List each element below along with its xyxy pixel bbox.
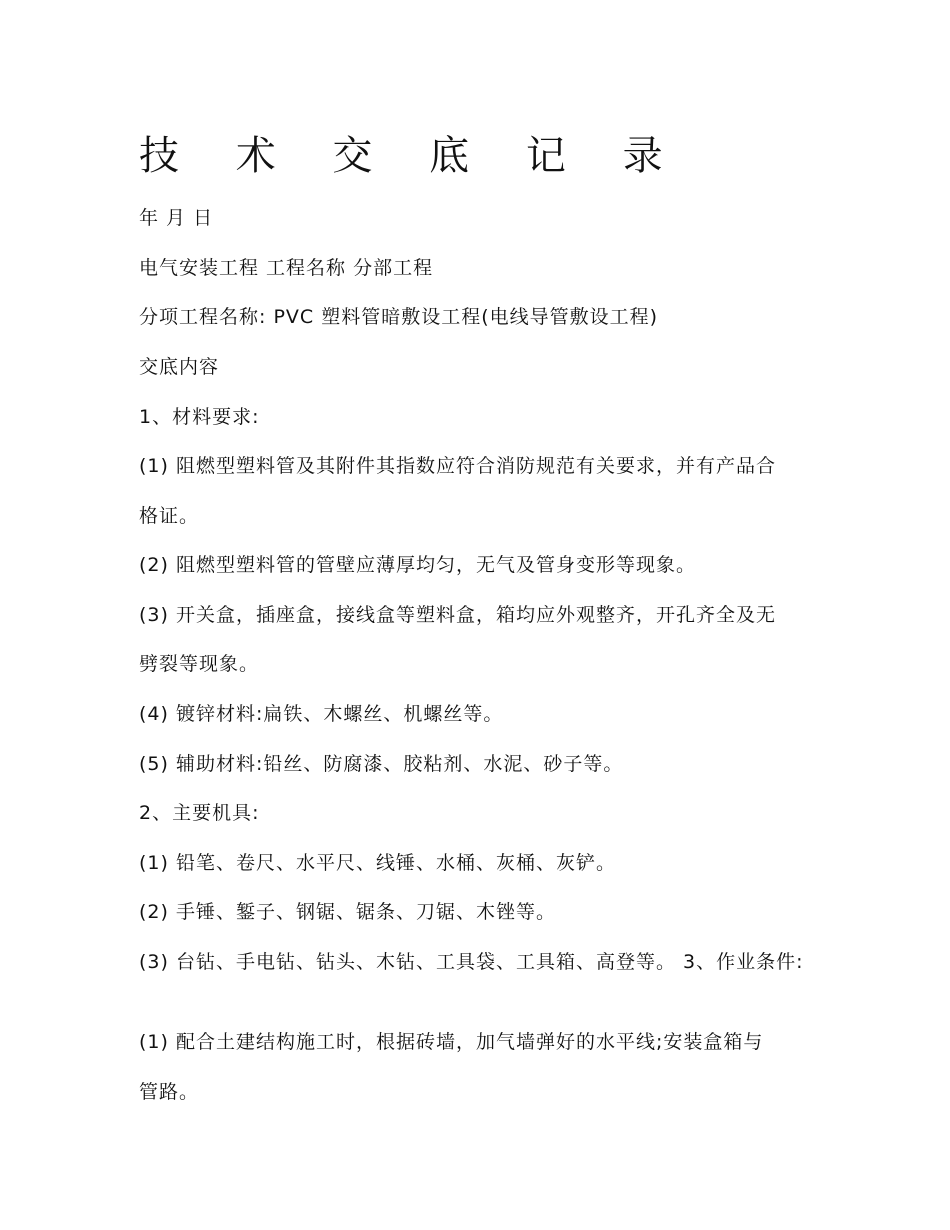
- section1-item3-line1: (3) 开关盒，插座盒，接线盒等塑料盒，箱均应外观整齐，开孔齐全及无: [139, 604, 776, 626]
- section2-item2: (2) 手锤、錾子、钢锯、锯条、刀锯、木锉等。: [139, 901, 556, 923]
- section2-item1: (1) 铅笔、卷尺、水平尺、线锤、水桶、灰桶、灰铲。: [139, 852, 616, 874]
- section1-item2: (2) 阻燃型塑料管的管壁应薄厚均匀，无气及管身变形等现象。: [139, 554, 696, 576]
- section1-item1-line1: (1) 阻燃型塑料管及其附件其指数应符合消防规范有关要求，并有产品合: [139, 455, 776, 477]
- section3-item1-line2: 管路。: [139, 1081, 200, 1103]
- section1-heading: 1、材料要求:: [139, 406, 260, 428]
- subitem-line: 分项工程名称: PVC 塑料管暗敷设工程(电线导管敷设工程): [139, 306, 659, 328]
- section1-item5: (5) 辅助材料:铅丝、防腐漆、胶粘剂、水泥、砂子等。: [139, 753, 624, 775]
- content-heading: 交底内容: [139, 356, 220, 378]
- section1-item4: (4) 镀锌材料:扁铁、木螺丝、机螺丝等。: [139, 703, 504, 725]
- section2-heading: 2、主要机具:: [139, 802, 260, 824]
- document-title: 技 术 交 底 记 录: [139, 133, 685, 179]
- section3-item1-line1: (1) 配合土建结构施工时，根据砖墙，加气墙弹好的水平线;安装盒箱与: [139, 1031, 764, 1053]
- date-line: 年 月 日: [139, 207, 214, 229]
- section1-item1-line2: 格证。: [139, 505, 200, 527]
- project-line: 电气安装工程 工程名称 分部工程: [139, 257, 434, 279]
- section1-item3-line2: 劈裂等现象。: [139, 653, 260, 675]
- section2-item3-and-section3-heading: (3) 台钻、手电钻、钻头、木钻、工具袋、工具箱、高登等。 3、作业条件:: [139, 951, 804, 973]
